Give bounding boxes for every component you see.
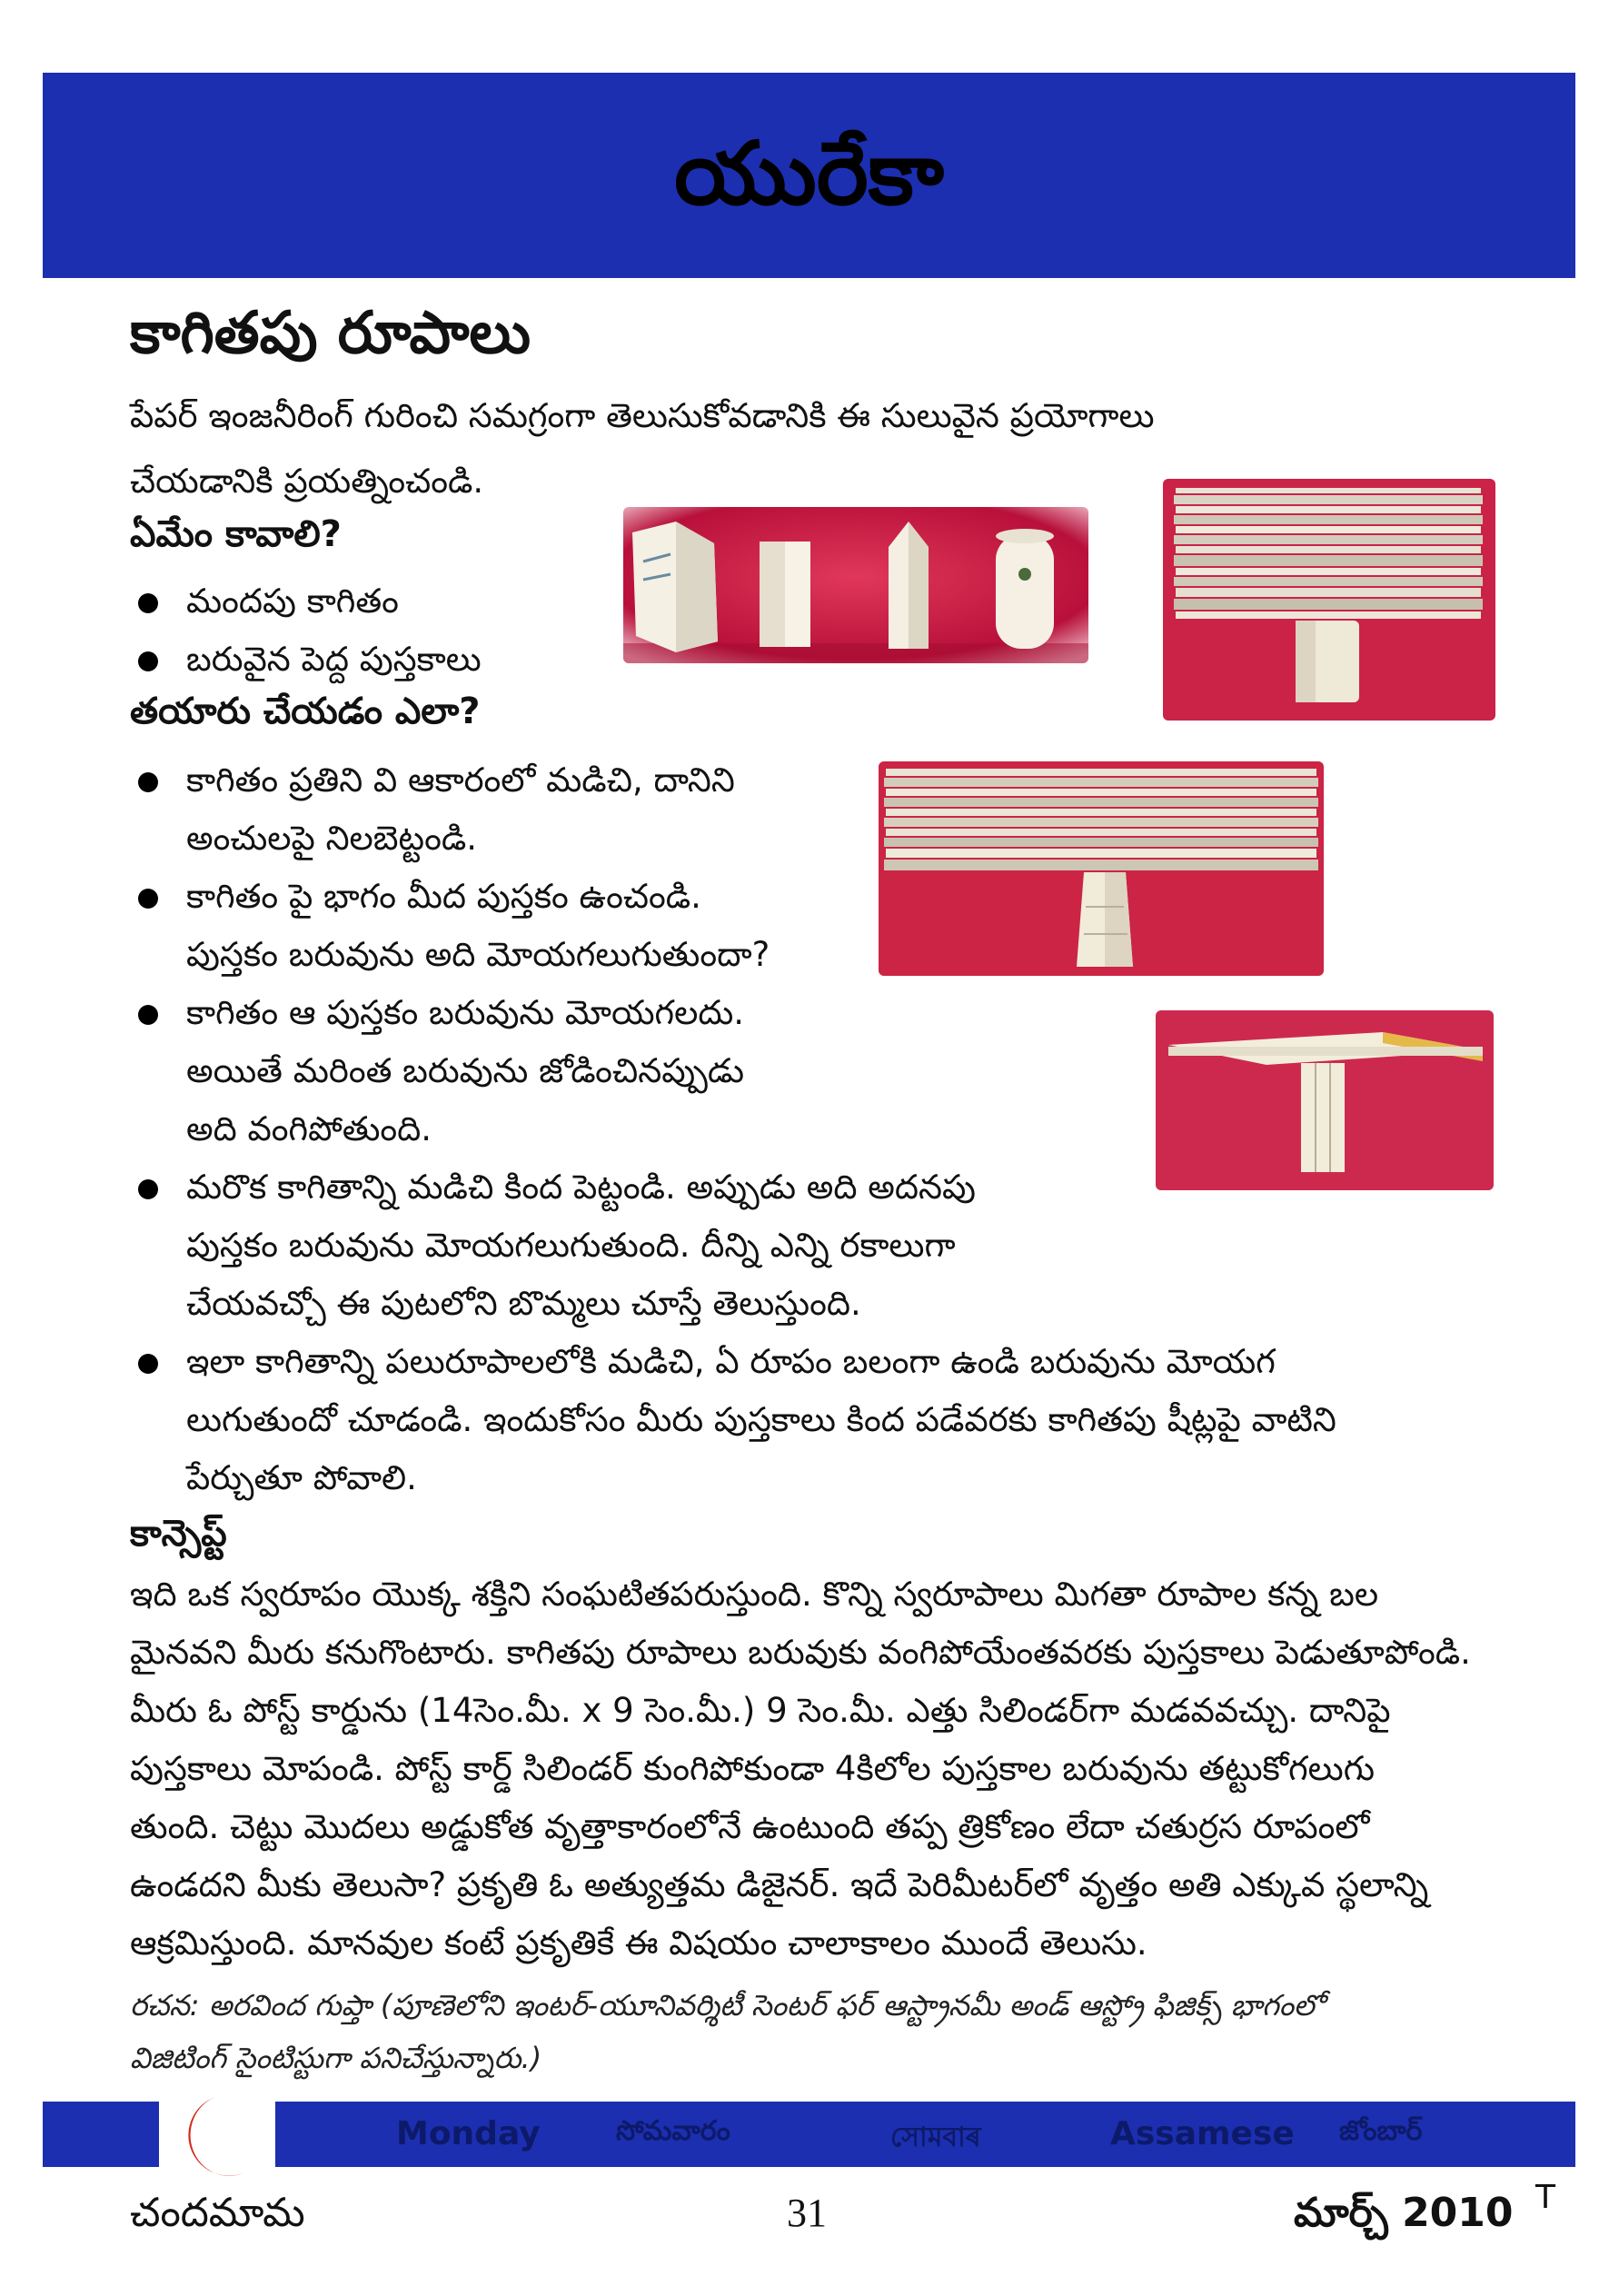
author-credit-line-2: విజిటింగ్ సైంటిస్టుగా పనిచేస్తున్నారు.) bbox=[130, 2041, 542, 2075]
materials-heading: ఏమేం కావాలి? bbox=[130, 513, 342, 555]
concept-line: ఇది ఒక స్వరూపం యొక్క శక్తిని సంఘటితపరుస్తుంది. కొన్ని స్వరూపాలు మిగతా రూపాల కన్న బల bbox=[130, 1575, 1379, 1614]
step-5-line-2: లుగుతుందో చూడండి. ఇందుకోసం మీరు పుస్తకాలు కింద పడేవరకు కాగితపు షీట్లపై వాటిని bbox=[186, 1400, 1336, 1439]
step-5-line-3: పేర్చుతూ పోవాలి. bbox=[186, 1458, 417, 1497]
issue-date: మార్చ్ 2010 bbox=[1294, 2190, 1514, 2236]
photo-zigzag-fold bbox=[1156, 1010, 1494, 1190]
bullet bbox=[138, 1354, 158, 1374]
intro-line-2: చేయడానికి ప్రయత్నించండి. bbox=[130, 462, 484, 501]
step-2-line-1: కాగితం పై భాగం మీద పుస్తకం ఉంచండి. bbox=[186, 877, 701, 916]
step-1-line-2: అంచులపై నిలబెట్టండి. bbox=[186, 819, 478, 858]
bullet bbox=[138, 772, 158, 792]
bullet bbox=[138, 889, 158, 909]
day-label: జోంబార్ bbox=[1339, 2115, 1423, 2147]
photo-paper-shapes bbox=[623, 507, 1088, 663]
magazine-name: చందమామ bbox=[130, 2190, 305, 2236]
bullet bbox=[138, 1179, 158, 1199]
header-banner bbox=[43, 73, 1575, 278]
method-heading: తయారు చేయడం ఎలా? bbox=[130, 691, 481, 732]
author-credit-line-1: రచన: అరవింద గుప్తా (పూణెలోని ఇంటర్-యూనివర్శిటీ సెంటర్ ఫర్ ఆస్ట్రానమీ అండ్ ఆస్ట్రో ఫిజిక్స్ భాగంలో bbox=[130, 1988, 1324, 2023]
photo-vfold-books bbox=[879, 761, 1324, 976]
day-label: Monday bbox=[396, 2115, 541, 2152]
step-5-line-1: ఇలా కాగితాన్ని పలురూపాలలోకి మడిచి, ఏ రూపం బలంగా ఉండి బరువును మోయగ bbox=[186, 1342, 1276, 1381]
bullet bbox=[138, 651, 158, 671]
concept-line: ఉండదని మీకు తెలుసా? ప్రకృతి ఓ అత్యుత్తమ డిజైనర్. ఇదే పెరిమీటర్‌లో వృత్తం అతి ఎక్కువ స్థలాన్ని bbox=[130, 1865, 1429, 1904]
concept-line: మైనవని మీరు కనుగొంటారు. కాగితపు రూపాలు బరువుకు వంగిపోయేంతవరకు పుస్తకాలు పెడుతూపోండి. bbox=[130, 1633, 1471, 1672]
concept-heading: కాన్సెప్ట్ bbox=[130, 1513, 227, 1555]
material-item: బరువైన పెద్ద పుస్తకాలు bbox=[186, 640, 482, 679]
bullet bbox=[138, 1005, 158, 1025]
concept-line: మీరు ఓ పోస్ట్ కార్డును (14సెం.మీ. x 9 సెం.మీ.) 9 సెం.మీ. ఎత్తు సిలిండర్‌గా మడవవచ్చు. దానిపై bbox=[130, 1691, 1391, 1730]
crescent-moon-icon bbox=[159, 2090, 275, 2181]
photo-cylinder-books bbox=[1163, 479, 1495, 721]
concept-line: ఆక్రమిస్తుంది. మానవుల కంటే ప్రకృతికే ఈ విషయం చాలాకాలం ముందే తెలుసు. bbox=[130, 1923, 1147, 1963]
intro-line-1: పేపర్ ఇంజనీరింగ్ గురించి సమగ్రంగా తెలుసుకోవడానికి ఈ సులువైన ప్రయోగాలు bbox=[130, 396, 1155, 435]
material-item: మందపు కాగితం bbox=[186, 581, 399, 621]
step-1-line-1: కాగితం ప్రతిని వి ఆకారంలో మడిచి, దానిని bbox=[186, 760, 735, 800]
step-3-line-1: కాగితం ఆ పుస్తకం బరువును మోయగలదు. bbox=[186, 993, 745, 1032]
concept-line: పుస్తకాలు మోపండి. పోస్ట్ కార్డ్ సిలిండర్ కుంగిపోకుండా 4కిలోల పుస్తకాల బరువును తట్టుకోగలుగు bbox=[130, 1749, 1376, 1788]
bullet bbox=[138, 593, 158, 613]
step-3-line-3: అది వంగిపోతుంది. bbox=[186, 1109, 432, 1148]
step-4-line-2: పుస్తకం బరువును మోయగలుగుతుంది. దీన్ని ఎన్ని రకాలుగా bbox=[186, 1226, 956, 1265]
section-title: యురేకా bbox=[674, 123, 944, 224]
day-label: సోమవారం bbox=[616, 2115, 730, 2147]
article-title: కాగితపు రూపాలు bbox=[130, 300, 531, 367]
step-3-line-2: అయితే మరింత బరువును జోడించినప్పుడు bbox=[186, 1051, 745, 1090]
day-label: Assamese bbox=[1110, 2115, 1295, 2152]
day-label: সোমবাৰ bbox=[890, 2122, 981, 2153]
moon-logo bbox=[159, 2090, 275, 2181]
step-2-line-2: పుస్తకం బరువును అది మోయగలుగుతుందా? bbox=[186, 935, 770, 974]
edition-mark: T bbox=[1535, 2179, 1555, 2216]
page-number: 31 bbox=[787, 2191, 827, 2235]
step-4-line-1: మరొక కాగితాన్ని మడిచి కింద పెట్టండి. అప్పుడు అది అదనపు bbox=[186, 1168, 976, 1207]
step-4-line-3: చేయవచ్చో ఈ పుటలోని బొమ్మలు చూస్తే తెలుస్తుంది. bbox=[186, 1284, 861, 1323]
concept-line: తుంది. చెట్టు మొదలు అడ్డుకోత వృత్తాకారంలోనే ఉంటుంది తప్ప త్రికోణం లేదా చతుర్రస రూపంలో bbox=[130, 1807, 1370, 1846]
